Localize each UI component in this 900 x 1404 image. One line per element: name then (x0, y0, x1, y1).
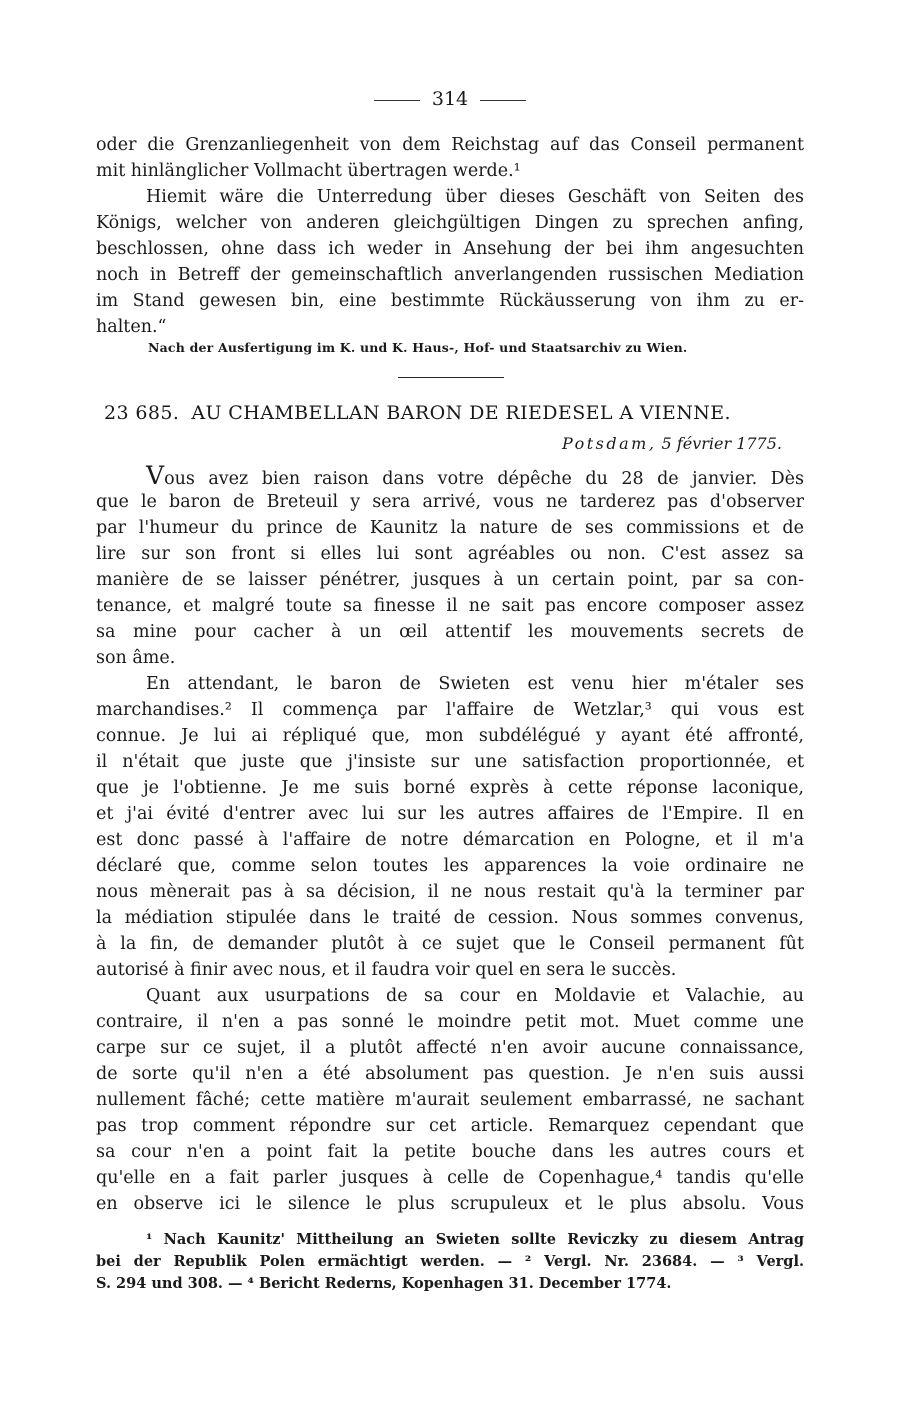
text-line: que je l'obtienne. Je me suis borné exprès à cette réponse laconique, (96, 778, 804, 798)
letter-number: 23 685. (104, 402, 180, 424)
page-number (0, 88, 900, 110)
text-line: à la fin, de demander plutôt à ce sujet que le Conseil permanent fût (96, 934, 804, 954)
text-line: contraire, il n'en a pas sonné le moindre petit mot. Muet comme une (96, 1012, 804, 1032)
text-line: im Stand gewesen bin, eine bestimmte Rückäusserung von ihm zu er- (96, 291, 804, 311)
text-line: il n'était que juste que j'insiste sur une satisfaction proportionnée, et (96, 752, 804, 772)
text-line: En attendant, le baron de Swieten est venu hier m'étaler ses (146, 674, 804, 694)
text-line: et j'ai évité d'entrer avec lui sur les autres affaires de l'Empire. Il en (96, 804, 804, 824)
text-line (96, 463, 804, 492)
text-line: carpe sur ce sujet, il a plutôt affecté n'en avoir aucune connaissance, (96, 1038, 804, 1058)
text-line: marchandises.² Il commença par l'affaire de Wetzlar,³ qui vous est (96, 700, 804, 720)
text-line: pas trop comment répondre sur cet article. Remarquez cependant que (96, 1116, 804, 1136)
letter-heading (104, 402, 804, 424)
text-line: autorisé à finir avec nous, et il faudra voir quel en sera le succès. (96, 960, 677, 980)
text-line: mit hinlänglicher Vollmacht übertragen werde.¹ (96, 161, 521, 181)
text-line: est donc passé à l'affaire de notre démarcation en Pologne, et il m'a (96, 830, 804, 850)
text-line: par l'humeur du prince de Kaunitz la nature de ses commissions et de (96, 518, 804, 538)
text-line: halten.“ (96, 317, 167, 337)
text-line: sa cour n'en a point fait la petite bouche dans les autres cours et (96, 1142, 804, 1162)
page-number-left-rule (374, 100, 420, 101)
text-line: déclaré que, comme selon toutes les apparences la voie ordinaire ne (96, 856, 804, 876)
text-line: Quant aux usurpations de sa cour en Moldavie et Valachie, au (146, 986, 804, 1006)
text-line: que le baron de Breteuil y sera arrivé, vous ne tarderez pas d'observer (96, 492, 804, 512)
page-number-text: 314 (431, 88, 469, 110)
text-line-content: ous avez bien raison dans votre dépêche du 28 de janvier. Dès (164, 469, 804, 489)
text-line: nous mènerait pas à sa décision, il ne nous restait qu'à la terminer par (96, 882, 804, 902)
initial-letter: V (146, 461, 165, 490)
text-line: Königs, welcher von anderen gleichgültigen Dingen zu sprechen anfing, (96, 213, 804, 233)
letter-title: AU CHAMBELLAN BARON DE RIEDESEL A VIENNE. (191, 402, 731, 424)
footnote-line: S. 294 und 308. — ⁴ Bericht Rederns, Kopenhagen 31. December 1774. (96, 1275, 672, 1292)
text-line: la médiation stipulée dans le traité de cession. Nous sommes convenus, (96, 908, 804, 928)
letter-dateline (562, 434, 782, 453)
text-line: tenance, et malgré toute sa finesse il ne sait pas encore composer assez (96, 596, 804, 616)
text-line: manière de se laisser pénétrer, jusques à un certain point, par sa con- (96, 570, 804, 590)
text-line: qu'elle en a fait parler jusques à celle de Copenhague,⁴ tandis qu'elle (96, 1168, 804, 1188)
text-line: de sorte qu'il n'en a été absolument pas question. Je n'en suis aussi (96, 1064, 804, 1084)
letter-date: 5 février 1775. (661, 434, 782, 453)
text-line: en observe ici le silence le plus scrupuleux et le plus absolu. Vous (96, 1194, 804, 1214)
page-number-right-rule (480, 100, 526, 101)
letter-place: Potsdam, (562, 434, 657, 453)
text-line: lire sur son front si elles lui sont agréables ou non. C'est assez sa (96, 544, 804, 564)
text-line: oder die Grenzanliegenheit von dem Reichstag auf das Conseil permanent (96, 135, 804, 155)
text-line: beschlossen, ohne dass ich weder in Ansehung der bei ihm angesuchten (96, 239, 804, 259)
section-separator-rule (398, 377, 504, 378)
footnote-line: ¹ Nach Kaunitz' Mittheilung an Swieten sollte Reviczky zu diesem Antrag (146, 1231, 804, 1248)
text-line: connue. Je lui ai répliqué que, mon subdélégué y ayant été affronté, (96, 726, 804, 746)
text-line: sa mine pour cacher à un œil attentif les mouvements secrets de (96, 622, 804, 642)
text-line: nullement fâché; cette matière m'aurait seulement embarrassé, ne sachant (96, 1090, 804, 1110)
text-line: son âme. (96, 648, 176, 668)
text-line: noch in Betreff der gemeinschaftlich anverlangenden russischen Mediation (96, 265, 804, 285)
footnote-line: bei der Republik Polen ermächtigt werden. — ² Vergl. Nr. 23684. — ³ Vergl. (96, 1253, 804, 1270)
text-line: Hiemit wäre die Unterredung über dieses Geschäft von Seiten des (146, 187, 804, 207)
archive-source-note: Nach der Ausfertigung im K. und K. Haus-, Hof- und Staatsarchiv zu Wien. (148, 340, 688, 355)
